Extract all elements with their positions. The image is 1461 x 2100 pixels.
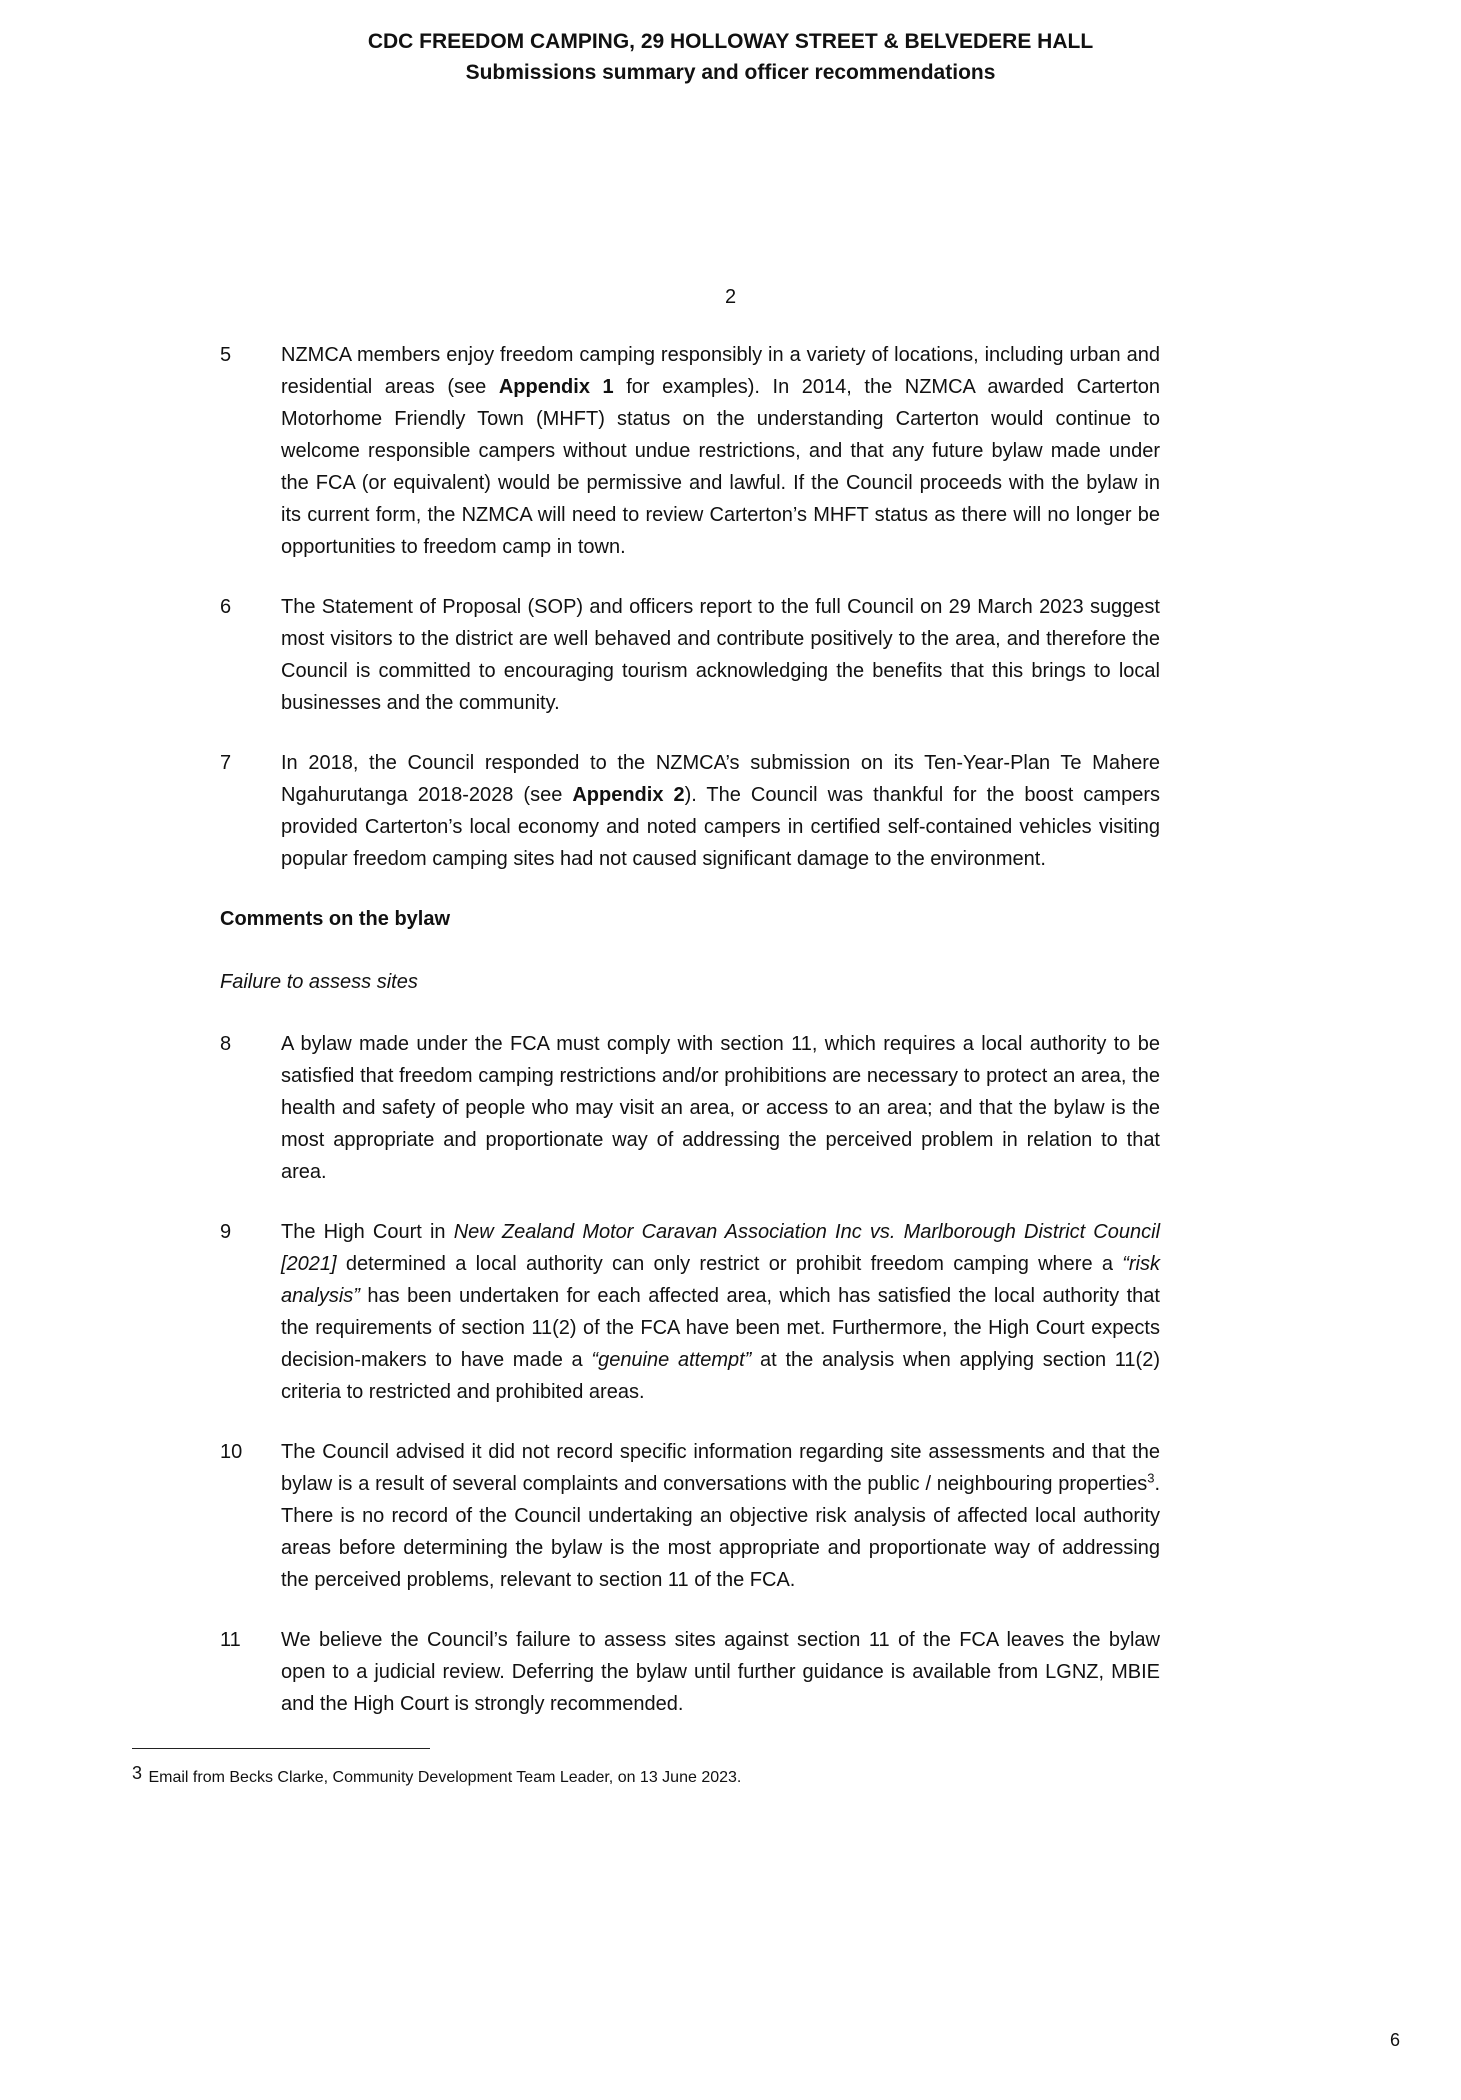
paragraph-number: 11 [220, 1629, 241, 1651]
document-header [0, 26, 1461, 88]
page-number: 6 [1389, 2030, 1400, 2050]
paragraph-7 [220, 747, 1160, 875]
subheading: Failure to assess sites [220, 971, 418, 993]
paragraph-number: 10 [220, 1441, 243, 1463]
paragraph-text: We believe the Council’s failure to assess sites against section 11 of the FCA leaves the bylaw open to a judicial review. Deferring the bylaw until further guidance is available from LGNZ, MBIE and the High Court is strongly recommended. [281, 1629, 1160, 1715]
paragraph-text: The High Court in [281, 1221, 454, 1243]
appendix-reference: Appendix 1 [498, 376, 614, 398]
quoted-term: “risk analysis” [281, 1253, 1160, 1307]
paragraph-text: at the analysis when applying section 11(2) criteria to restricted and prohibited areas. [281, 1349, 1160, 1403]
footnote-divider [132, 1748, 430, 1749]
quoted-term: “genuine attempt” [591, 1349, 752, 1371]
paragraph-text: NZMCA members enjoy freedom camping responsibly in a variety of locations, including urban and residential areas (see [281, 344, 1160, 398]
paragraph-number: 8 [220, 1033, 232, 1055]
paragraph-number: 7 [220, 752, 232, 774]
footnote-number: 3 [132, 1763, 143, 1783]
paragraph-text: . There is no record of the Council undertaking an objective risk analysis of affected local authority areas before determining the bylaw is the most appropriate and proportionate way of addressing the perceived problems, relevant to section 11 of the FCA. [281, 1473, 1160, 1591]
paragraph-text: A bylaw made under the FCA must comply with section 11, which requires a local authority to be satisfied that freedom camping restrictions and/or prohibitions are necessary to protect an area, the health and safety of people who may visit an area, or access to an area; and that the bylaw is the most appropriate and proportionate way of addressing the perceived problem in relation to that area. [281, 1033, 1160, 1183]
paragraph-text: In 2018, the Council responded to the NZMCA’s submission on its Ten-Year-Plan Te Mahere Ngahurutanga 2018-2028 (see [281, 752, 1160, 806]
paragraph-10 [220, 1436, 1160, 1596]
paragraph-5 [220, 339, 1160, 563]
footnote-reference: 3 [1147, 1470, 1155, 1486]
paragraph-text: ). The Council was thankful for the boost campers provided Carterton’s local economy and noted campers in certified self-contained vehicles visiting popular freedom camping sites had not caused significant damage to the environment. [281, 784, 1160, 870]
section-heading: Comments on the bylaw [220, 908, 451, 930]
inner-page-number: 2 [724, 286, 737, 308]
document-title: CDC FREEDOM CAMPING, 29 HOLLOWAY STREET & BELVEDERE HALL [367, 30, 1094, 53]
paragraph-number: 5 [220, 344, 232, 366]
document-subtitle: Submissions summary and officer recommendations [465, 61, 996, 84]
footnote [132, 1762, 1232, 1789]
footnote-text: Email from Becks Clarke, Community Development Team Leader, on 13 June 2023. [148, 1769, 742, 1786]
paragraph-text: determined a local authority can only restrict or prohibit freedom camping where a [336, 1253, 1123, 1275]
case-citation: New Zealand Motor Caravan Association Inc vs. Marlborough District Council [2021] [281, 1221, 1161, 1275]
paragraph-text: for examples). In 2014, the NZMCA awarded Carterton Motorhome Friendly Town (MHFT) status on the understanding Carterton would continue to welcome responsible campers without undue restrictions, and that any future bylaw made under the FCA (or equivalent) would be permissive and lawful. If the Council proceeds with the bylaw in its current form, the NZMCA will need to review Carterton’s MHFT status as there will no longer be opportunities to freedom camp in town. [281, 376, 1160, 558]
paragraph-8 [220, 1028, 1160, 1188]
paragraph-text: The Council advised it did not record specific information regarding site assessments and that the bylaw is a result of several complaints and conversations with the public / neighbouring properties [281, 1441, 1160, 1495]
appendix-reference: Appendix 2 [572, 784, 685, 806]
paragraph-9 [220, 1216, 1160, 1408]
paragraph-11 [220, 1624, 1160, 1720]
paragraph-text: has been undertaken for each affected area, which has satisfied the local authority that the requirements of section 11(2) of the FCA have been met. Furthermore, the High Court expects decision-makers to have made a [281, 1285, 1160, 1371]
document-body [220, 339, 1160, 1748]
paragraph-6 [220, 591, 1160, 719]
paragraph-text: The Statement of Proposal (SOP) and officers report to the full Council on 29 March 2023 suggest most visitors to the district are well behaved and contribute positively to the area, and therefore the Council is committed to encouraging tourism acknowledging the benefits that this brings to local businesses and the community. [281, 596, 1160, 714]
paragraph-number: 9 [220, 1221, 232, 1243]
paragraph-number: 6 [220, 596, 232, 618]
